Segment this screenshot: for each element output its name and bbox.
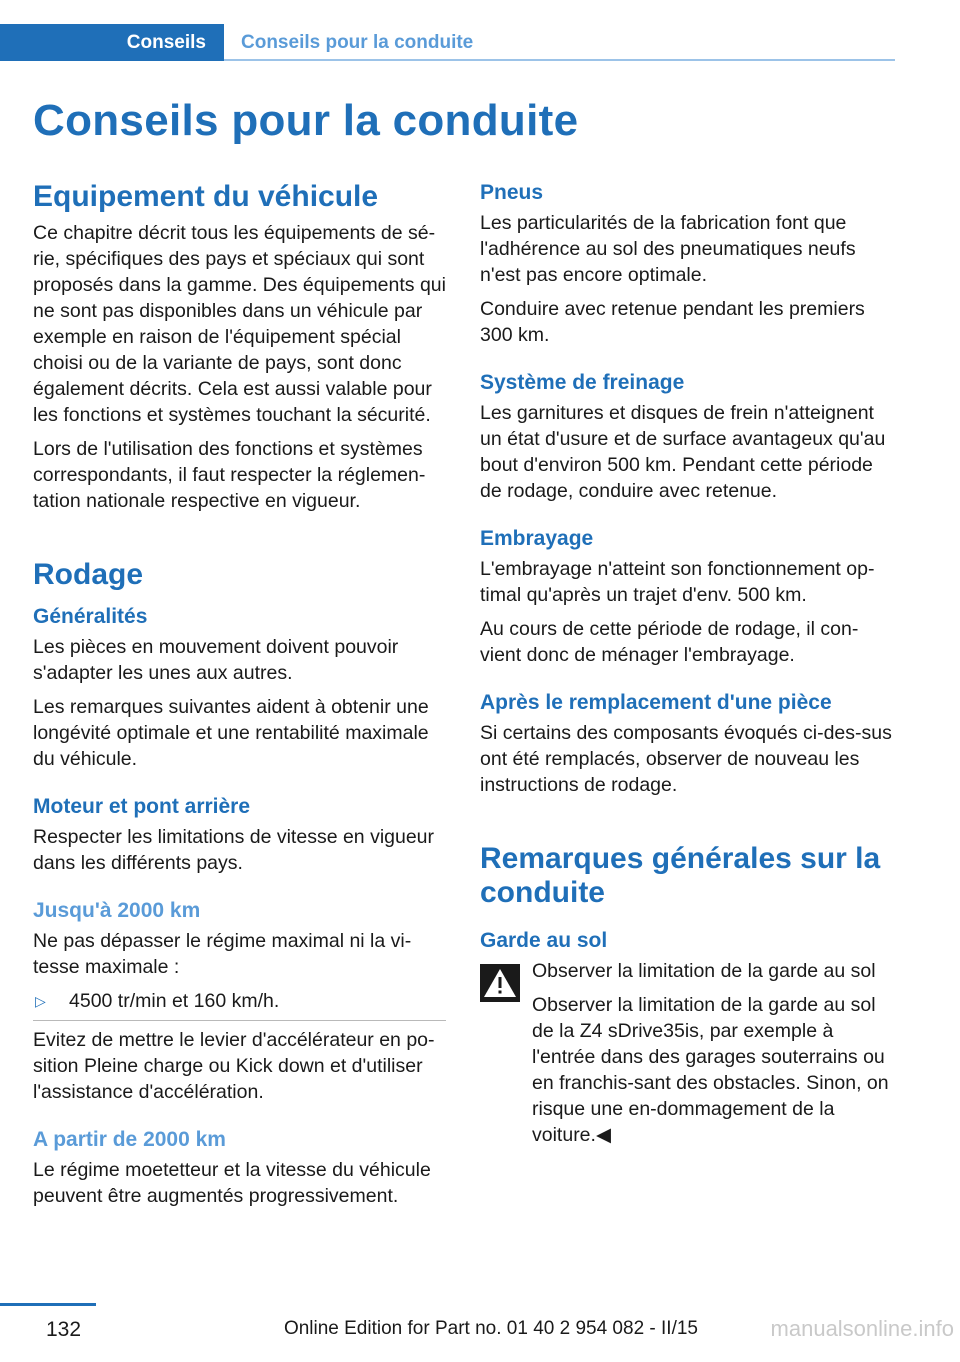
tab-conseils-conduite[interactable]: Conseils pour la conduite [241, 32, 474, 53]
paragraph: Les remarques suivantes aident à obtenir une longévité optimale et une rentabilité maximale du véhicule. [33, 696, 429, 770]
paragraph: L'embrayage n'atteint son fonctionnement op‐timal qu'après un trajet d'env. 500 km. [480, 558, 875, 606]
paragraph: Respecter les limitations de vitesse en vigueur dans les différents pays. [33, 826, 435, 874]
subsection-title-jusqua: Jusqu'à 2000 km [33, 899, 201, 922]
subsection-title-generalites: Généralités [33, 605, 148, 628]
triangle-bullet-icon: ▷ [35, 993, 46, 1009]
subsection-title-apres-remplacement: Après le remplacement d'une pièce [480, 691, 832, 714]
header-bar [0, 24, 895, 62]
paragraph: Evitez de mettre le levier d'accélérateur en po‐sition Pleine charge ou Kick down et d'utiliser l'assistance d'accélération. [33, 1029, 435, 1103]
paragraph: Ce chapitre décrit tous les équipements de sé‐rie, spécifiques des pays et spéciaux qui sont proposés dans la gamme. Des équipements qui ne sont pas disponibles dans un véhicule par exemple en raison de l'équipement spécial choisi ou de la variante de pays, sont donc également décrits. Cela est aussi valable pour les fonctions et systèmes touchant la sécurité. [33, 222, 446, 426]
paragraph: Les pièces en mouvement doivent pouvoir s'adapter les unes aux autres. [33, 636, 399, 684]
paragraph: Si certains des composants évoqués ci-des‐sus ont été remplacés, observer de nouveau les instructions de rodage. [480, 722, 892, 796]
watermark-text: manualsonline.info [770, 1316, 954, 1341]
subsection-title-apartir: A partir de 2000 km [33, 1128, 226, 1151]
paragraph: Lors de l'utilisation des fonctions et systèmes correspondants, il faut respecter la réglemen‐tation nationale respective en vigueur. [33, 438, 426, 512]
subsection-title-moteur: Moteur et pont arrière [33, 795, 251, 818]
section-title-equipement: Equipement du véhicule [33, 180, 379, 213]
subsection-title-embrayage: Embrayage [480, 527, 594, 550]
warning-text: Observer la limitation de la garde au sol [532, 960, 876, 982]
edition-text: Online Edition for Part no. 01 40 2 954 082 - II/15 [283, 1318, 698, 1339]
list-item-text: 4500 tr/min et 160 km/h. [69, 990, 280, 1012]
paragraph: Le régime moetetteur et la vitesse du véhicule peuvent être augmentés progressivement. [33, 1159, 431, 1207]
warning-block [480, 958, 893, 1148]
paragraph: Au cours de cette période de rodage, il con‐vient donc de ménager l'embrayage. [480, 618, 859, 666]
subsection-title-pneus: Pneus [480, 181, 544, 204]
page-number: 132 [46, 1318, 82, 1341]
tab-conseils[interactable]: Conseils [0, 24, 224, 61]
left-column [33, 180, 446, 1217]
paragraph: Conduire avec retenue pendant les premiers 300 km. [480, 298, 865, 346]
warning-triangle-icon [480, 964, 520, 1002]
paragraph: Ne pas dépasser le régime maximal ni la vi‐tesse maximale : [33, 930, 412, 978]
subsection-title-freinage: Système de freinage [480, 371, 685, 394]
right-column [480, 180, 893, 1148]
subsection-title-garde-au-sol: Garde au sol [480, 929, 608, 952]
header-divider [224, 59, 895, 61]
footer-divider [0, 1303, 96, 1306]
section-title-rodage: Rodage [33, 558, 144, 591]
paragraph: Les garnitures et disques de frein n'atteignent un état d'usure et de surface avantageux qu'au bout d'environ 500 km. Pendant cette période de rodage, conduire avec retenue. [480, 402, 886, 502]
paragraph: Les particularités de la fabrication font que l'adhérence au sol des pneumatiques neufs n'est pas encore optimale. [480, 212, 856, 286]
page-title: Conseils pour la conduite [33, 96, 579, 145]
warning-text: Observer la limitation de la garde au sol de la Z4 sDrive35is, par exemple à l'entrée dans des garages souterrains ou en franchis‐sant des obstacles. Sinon, on risque une en‐dommagement de la voiture.◀ [532, 994, 889, 1146]
section-title-remarques: Remarques générales sur la conduite [480, 842, 881, 909]
list-item [33, 988, 446, 1021]
